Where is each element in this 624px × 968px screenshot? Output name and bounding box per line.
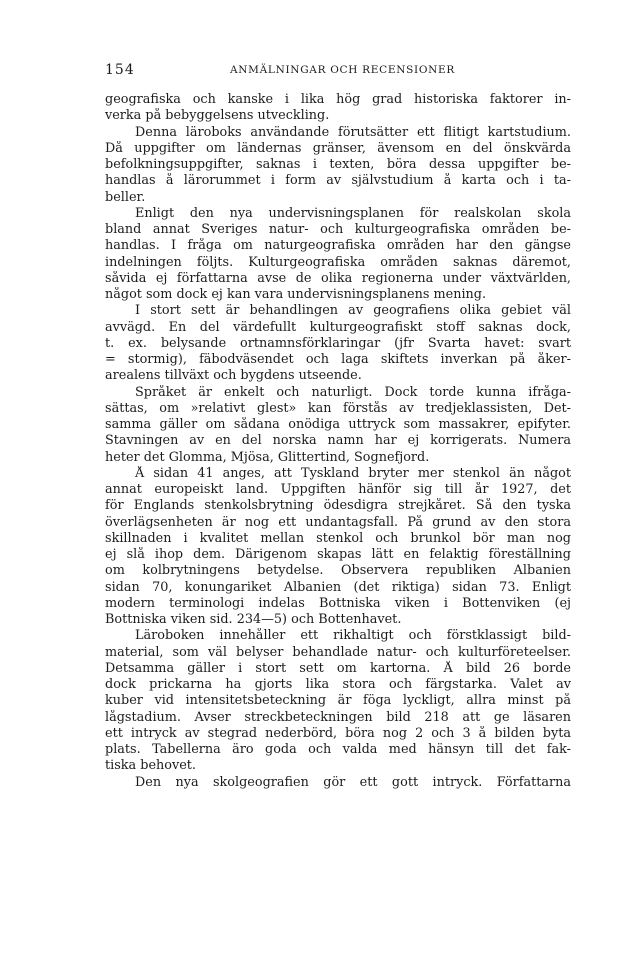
- text-line: Då uppgifter om ländernas gränser, ävensom en del önskvärda: [105, 140, 571, 156]
- running-title: ANMÄLNINGAR OCH RECENSIONER: [230, 64, 456, 76]
- text-line: verka på bebyggelsens utveckling.: [105, 108, 330, 124]
- text-line: lågstadium. Avser streckbeteckningen bild 218 att ge läsaren: [105, 709, 571, 725]
- paragraph-start-line: Läroboken innehåller ett rikhaltigt och förstklassigt bild-: [135, 628, 571, 644]
- text-line: avvägd. En del värdefullt kulturgeografiskt stoff saknas dock,: [105, 319, 571, 335]
- text-line: annat europeiskt land. Uppgiften hänför sig till år 1927, det: [105, 482, 571, 497]
- text-line: beller.: [105, 189, 146, 205]
- text-line: Bottniska viken sid. 234—5) och Bottenhavet.: [105, 612, 402, 627]
- paragraph-start-line: Den nya skolgeografien gör ett gott intryck. Författarna: [135, 774, 571, 790]
- text-line: handlas å lärorummet i form av självstudium å karta och i ta-: [105, 173, 571, 189]
- text-line: bland annat Sveriges natur- och kulturgeografiska områden be-: [105, 222, 571, 237]
- running-header: [105, 62, 571, 80]
- text-line: samma gäller om sådana onödiga uttryck som massakrer, epifyter.: [105, 417, 571, 432]
- text-line: t. ex. belysande ortnamnsförklaringar (jfr Svarta havet: svart: [105, 335, 571, 351]
- text-line: något som dock ej kan vara undervisningsplanens mening.: [105, 287, 487, 302]
- text-line: sidan 70, konungariket Albanien (det riktiga) sidan 73. Enligt: [105, 579, 571, 595]
- text-line: geografiska och kanske i lika hög grad historiska faktorer in-: [105, 92, 571, 107]
- text-line: Detsamma gäller i stort sett om kartorna. Å bild 26 borde: [105, 660, 571, 676]
- book-page: [105, 62, 571, 791]
- text-line: befolkningsuppgifter, saknas i texten, böra dessa uppgifter be-: [105, 157, 571, 172]
- text-line: skillnaden i kvalitet mellan stenkol och brunkol bör man nog: [105, 530, 571, 546]
- text-line: om kolbrytningens betydelse. Observera republiken Albanien: [105, 563, 571, 579]
- text-line: tiska behovet.: [105, 758, 196, 774]
- text-line: indelningen följts. Kulturgeografiska områden saknas däremot,: [105, 254, 571, 270]
- text-line: för Englands stenkolsbrytning ödesdigra strejkåret. Så den tyska: [105, 498, 571, 514]
- text-line: överlägsenheten är nog ett undantagsfall. På grund av den stora: [105, 514, 571, 530]
- text-line: material, som väl belyser behandlade natur- och kulturföreteelser.: [105, 644, 571, 660]
- review-body: [105, 92, 571, 791]
- text-line: Stavningen av en del norska namn har ej korrigerats. Numera: [105, 433, 571, 449]
- text-line: arealens tillväxt och bygdens utseende.: [105, 368, 362, 384]
- paragraph-start-line: Språket är enkelt och naturligt. Dock torde kunna ifråga-: [135, 384, 571, 400]
- text-line: plats. Tabellerna äro goda och valda med hänsyn till det fak-: [105, 742, 571, 757]
- text-line: handlas. I fråga om naturgeografiska områden har den gängse: [105, 238, 571, 254]
- text-line: heter det Glomma, Mjösa, Glittertind, Sognefjord.: [105, 449, 430, 465]
- text-line: ett intryck av stegrad nederbörd, böra nog 2 och 3 å bilden byta: [105, 725, 571, 741]
- text-line: = stormig), fäbodväsendet och laga skiftets inverkan på åker-: [105, 352, 571, 367]
- text-line: kuber vid intensitetsbeteckning är föga lyckligt, allra minst på: [105, 693, 571, 709]
- paragraph-start-line: Å sidan 41 anges, att Tyskland bryter mer stenkol än något: [135, 465, 571, 481]
- text-line: ej slå ihop dem. Därigenom skapas lätt en felaktig föreställning: [105, 547, 571, 562]
- paragraph-start-line: Denna läroboks användande förutsätter ett flitigt kartstudium.: [135, 124, 571, 140]
- text-line: såvida ej författarna avse de olika regionerna under växtvärlden,: [105, 270, 571, 286]
- text-line: modern terminologi indelas Bottniska viken i Bottenviken (ej: [105, 595, 571, 611]
- paragraph-start-line: I stort sett är behandlingen av geografiens olika gebiet väl: [135, 303, 571, 319]
- page-number: 154: [105, 62, 135, 78]
- text-line: sättas, om »relativt glest» kan förstås av tredjeklassisten, Det-: [105, 400, 571, 416]
- paragraph-start-line: Enligt den nya undervisningsplanen för realskolan skola: [135, 205, 571, 221]
- text-line: dock prickarna ha gjorts lika stora och färgstarka. Valet av: [105, 677, 571, 692]
